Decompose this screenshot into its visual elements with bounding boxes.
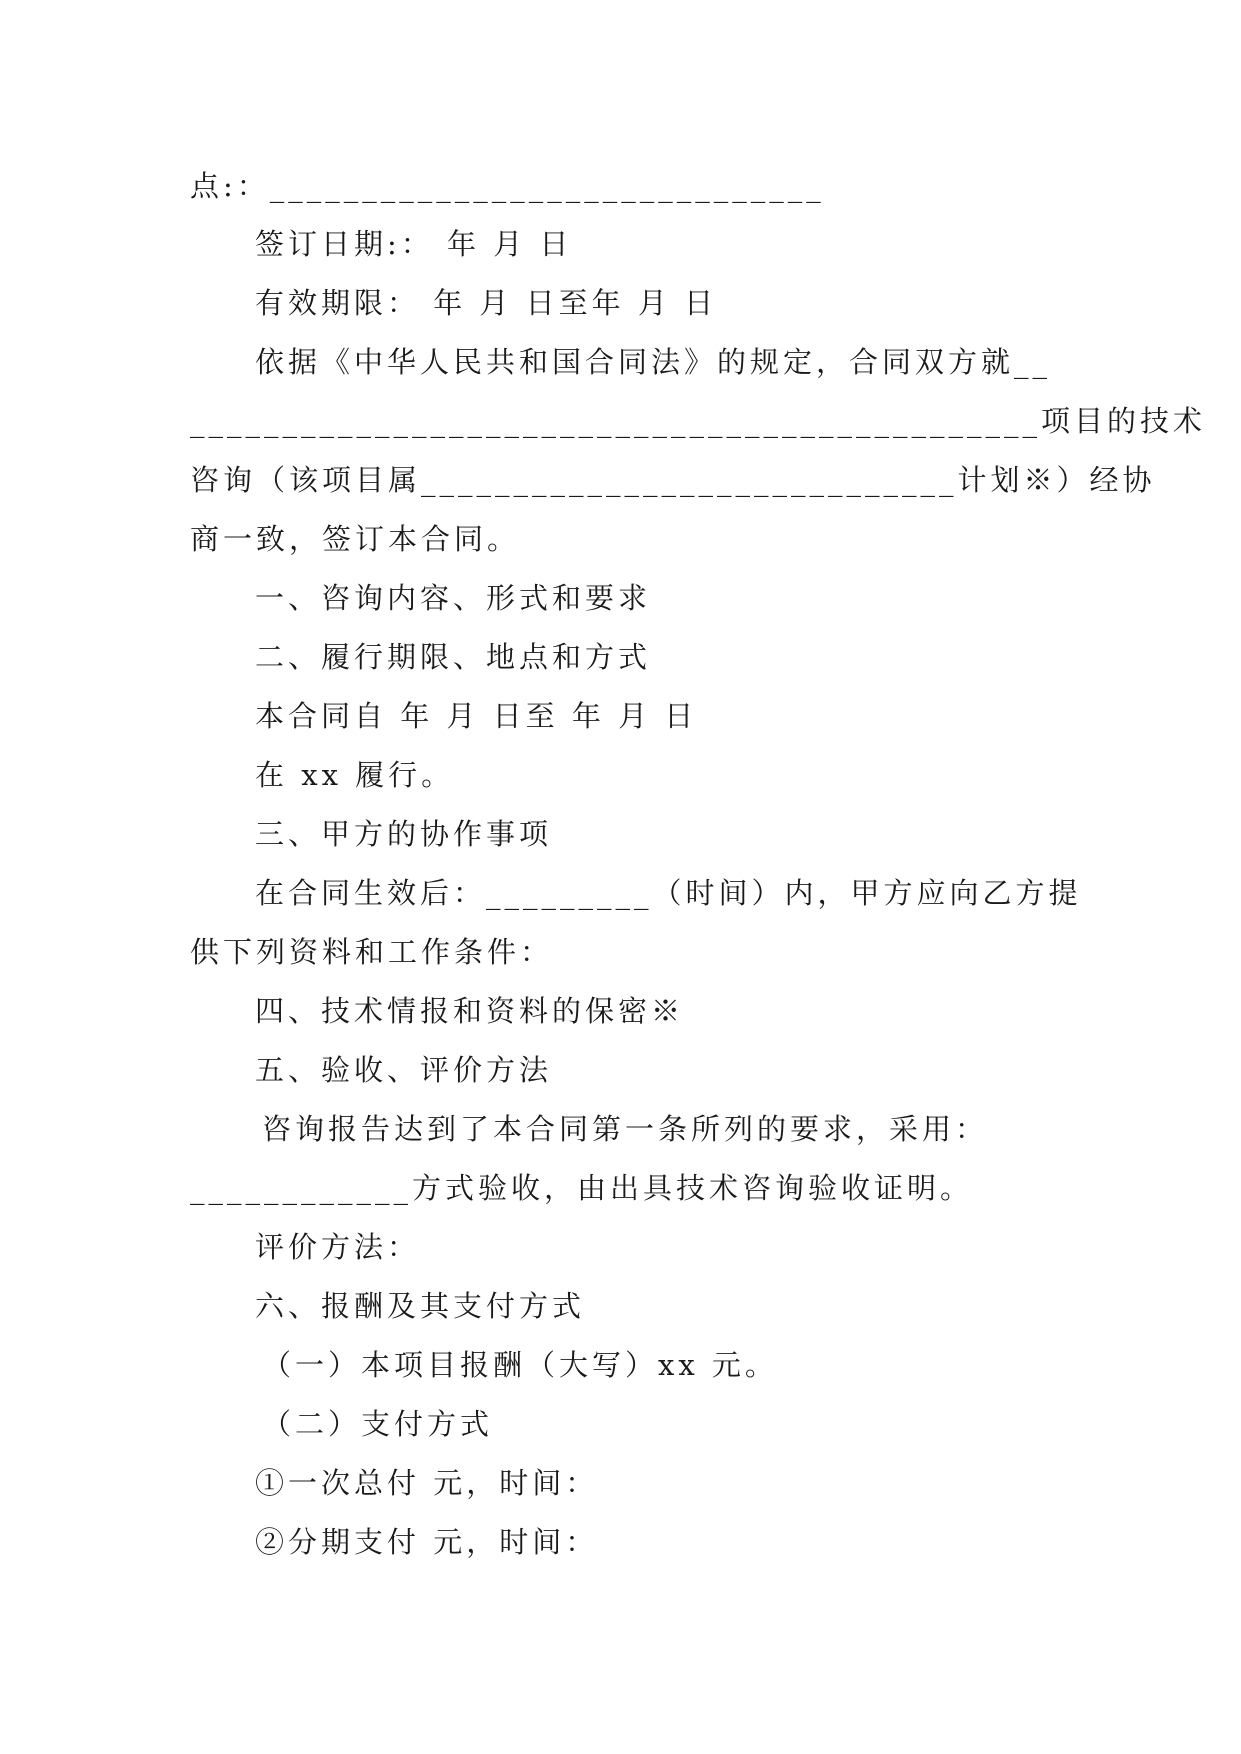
remuneration-line: （一）本项目报酬（大写）xx 元。 bbox=[262, 1348, 778, 1382]
place-line: 点:：______________________________ bbox=[190, 169, 825, 203]
installment-payment-line: ②分期支付 元，时间： bbox=[255, 1525, 599, 1559]
lump-sum-payment-line: ①一次总付 元，时间： bbox=[255, 1466, 599, 1500]
basis-paragraph-line-3: 咨询（该项目属_____________________________计划※）经协 bbox=[190, 463, 1156, 497]
evaluation-method-line: 评价方法： bbox=[255, 1230, 421, 1264]
contract-period-line: 本合同自 年 月 日至 年 月 日 bbox=[255, 699, 698, 733]
section-heading-1: 一、咨询内容、形式和要求 bbox=[255, 581, 652, 615]
performance-place-line: 在 xx 履行。 bbox=[255, 758, 455, 792]
section-heading-5: 五、验收、评价方法 bbox=[255, 1053, 553, 1087]
section-heading-2: 二、履行期限、地点和方式 bbox=[255, 640, 652, 674]
cooperation-paragraph-line-1: 在合同生效后：_________（时间）内，甲方应向乙方提 bbox=[255, 876, 1082, 910]
basis-paragraph-line-1: 依据《中华人民共和国合同法》的规定，合同双方就__ bbox=[255, 345, 1052, 379]
section-heading-6: 六、报酬及其支付方式 bbox=[255, 1289, 586, 1323]
section-heading-4: 四、技术情报和资料的保密※ bbox=[255, 994, 685, 1028]
acceptance-paragraph-line-2: ____________方式验收，由出具技术咨询验收证明。 bbox=[190, 1171, 974, 1205]
basis-paragraph-line-4: 商一致，签订本合同。 bbox=[190, 522, 521, 556]
validity-period-line: 有效期限： 年 月 日至年 月 日 bbox=[255, 286, 718, 320]
cooperation-paragraph-line-2: 供下列资料和工作条件： bbox=[190, 935, 554, 969]
sign-date-line: 签订日期:： 年 月 日 bbox=[255, 227, 573, 261]
section-heading-3: 三、甲方的协作事项 bbox=[255, 817, 553, 851]
acceptance-paragraph-line-1: 咨询报告达到了本合同第一条所列的要求，采用： bbox=[262, 1112, 989, 1146]
basis-paragraph-line-2: ______________________________________________项目的技术 bbox=[190, 404, 1207, 438]
payment-method-line: （二）支付方式 bbox=[262, 1407, 494, 1441]
